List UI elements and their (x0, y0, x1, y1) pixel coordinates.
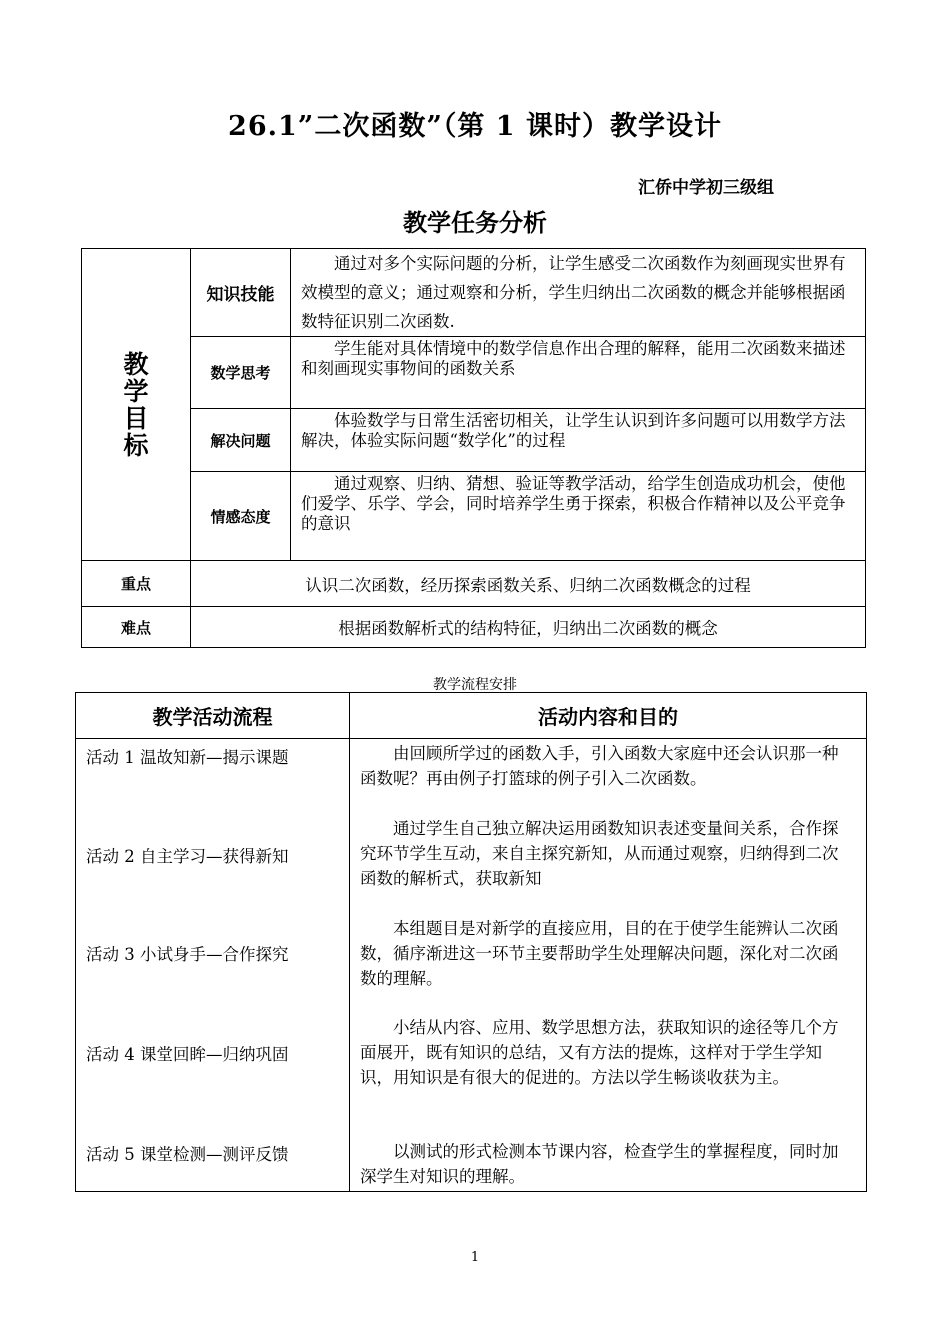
row-label-knowledge: 知识技能 (191, 249, 291, 337)
flow-col2-header: 活动内容和目的 (350, 693, 867, 739)
content-column (350, 739, 867, 1192)
teaching-flow-table (75, 692, 867, 1192)
author-line: 汇侨中学初三级组 (638, 178, 774, 198)
row-label-thinking: 数学思考 (191, 337, 291, 409)
activity-1-content: 由回顾所学过的函数入手，引入函数大家庭中还会认识那一种函数呢？再由例子打篮球的例子引入二次函数。 (360, 744, 839, 788)
task-analysis-table (81, 248, 866, 648)
goal-cell (82, 249, 191, 561)
difficulty-label: 难点 (82, 607, 191, 648)
row-text-problem-solving: 体验数学与日常生活密切相关，让学生认识到许多问题可以用数学方法解决，体验实际问题“数学化”的过程 (291, 409, 866, 472)
activity-4-content: 小结从内容、应用、数学思想方法，获取知识的途径等几个方面展开，既有知识的总结，又有方法的提炼，这样对于学生学知识，用知识是有很大的促进的。方法以学生畅谈收获为主。 (360, 1018, 839, 1087)
difficulty-text: 根据函数解析式的结构特征，归纳出二次函数的概念 (191, 607, 866, 648)
section-title: 教学任务分析 (403, 208, 547, 237)
row-label-problem-solving: 解决问题 (191, 409, 291, 472)
activity-3: 活动 3 小试身手—合作探究 (86, 945, 289, 964)
page-number: 1 (470, 1250, 480, 1265)
flow-col1-header: 教学活动流程 (76, 693, 350, 739)
key-point-label: 重点 (82, 561, 191, 607)
activity-1: 活动 1 温故知新—揭示课题 (86, 748, 289, 767)
activity-column (76, 739, 350, 1192)
document-title: 26.1”二次函数”（第 1 课时）教学设计 (228, 111, 722, 142)
goal-label: 教学目标 (123, 349, 149, 460)
activity-3-content: 本组题目是对新学的直接应用，目的在于使学生能辨认二次函数，循序渐进这一环节主要帮助学生处理解决问题，深化对二次函数的理解。 (360, 919, 839, 988)
activity-5: 活动 5 课堂检测—测评反馈 (86, 1145, 289, 1164)
flow-caption: 教学流程安排 (433, 677, 517, 693)
activity-2: 活动 2 自主学习—获得新知 (86, 847, 289, 866)
row-text-thinking: 学生能对具体情境中的数学信息作出合理的解释，能用二次函数来描述和刻画现实事物间的函数关系 (291, 337, 866, 409)
activity-5-content: 以测试的形式检测本节课内容，检查学生的掌握程度，同时加深学生对知识的理解。 (360, 1142, 839, 1186)
row-label-attitude: 情感态度 (191, 472, 291, 561)
key-point-text: 认识二次函数，经历探索函数关系、归纳二次函数概念的过程 (191, 561, 866, 607)
activity-2-content: 通过学生自己独立解决运用函数知识表述变量间关系，合作探究环节学生互动，来自主探究新知，从而通过观察，归纳得到二次函数的解析式，获取新知 (360, 819, 839, 888)
activity-4: 活动 4 课堂回眸—归纳巩固 (86, 1045, 289, 1064)
row-text-attitude: 通过观察、归纳、猜想、验证等教学活动，给学生创造成功机会，使他们爱学、乐学、学会，同时培养学生勇于探索，积极合作精神以及公平竞争的意识 (291, 472, 866, 561)
row-text-knowledge: 通过对多个实际问题的分析，让学生感受二次函数作为刻画现实世界有效模型的意义；通过观察和分析，学生归纳出二次函数的概念并能够根据函数特征识别二次函数. (291, 249, 866, 337)
